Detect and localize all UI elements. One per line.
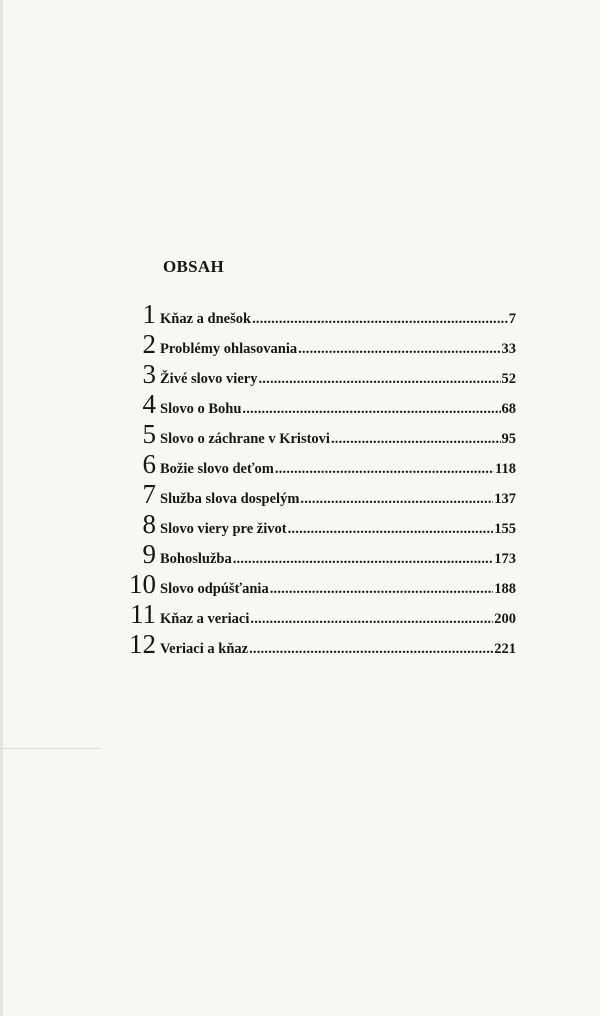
chapter-title: Božie slovo deťom [160, 461, 274, 477]
toc-entry-12 [116, 628, 516, 658]
page-fold-line [0, 748, 100, 749]
page-number: 118 [495, 461, 516, 477]
toc-entry-10 [116, 568, 516, 598]
page-number: 52 [501, 371, 516, 387]
chapter-title: Slovo odpúšťania [160, 581, 269, 597]
toc-entry-1 [116, 298, 516, 328]
dot-leader [275, 460, 494, 478]
dot-leader [288, 520, 494, 538]
dot-leader [233, 550, 494, 568]
page-number: 200 [494, 611, 516, 627]
chapter-number: 5 [142, 419, 156, 449]
dot-leader [298, 340, 500, 358]
toc-entry-3 [116, 358, 516, 388]
dot-leader [252, 310, 508, 328]
page-number: 173 [494, 551, 516, 567]
chapter-title: Bohoslužba [160, 551, 232, 567]
chapter-title: Problémy ohlasovania [160, 341, 298, 357]
toc-entry-8 [116, 508, 516, 538]
chapter-number: 11 [130, 599, 156, 629]
chapter-number: 1 [142, 299, 156, 329]
chapter-number: 3 [142, 359, 156, 389]
chapter-title: Živé slovo viery [160, 371, 258, 387]
chapter-title: Slovo o záchrane v Kristovi [160, 431, 330, 447]
dot-leader [331, 430, 501, 448]
page-number: 68 [501, 401, 516, 417]
toc-list [116, 298, 516, 658]
page-number: 95 [501, 431, 516, 447]
toc-heading: OBSAH [163, 257, 225, 276]
dot-leader [250, 610, 493, 628]
chapter-title: Služba slova dospelým [160, 491, 300, 507]
chapter-number: 8 [142, 509, 156, 539]
chapter-number: 7 [142, 479, 156, 509]
page-edge [0, 0, 3, 1016]
chapter-number: 12 [129, 629, 156, 659]
page-number: 155 [494, 521, 516, 537]
toc-entry-7 [116, 478, 516, 508]
page-number: 221 [494, 641, 516, 657]
toc-entry-2 [116, 328, 516, 358]
toc-entry-4 [116, 388, 516, 418]
dot-leader [249, 640, 493, 658]
chapter-number: 10 [129, 569, 156, 599]
chapter-number: 9 [142, 539, 156, 569]
chapter-title: Slovo viery pre život [160, 521, 287, 537]
chapter-title: Kňaz a dnešok [160, 311, 252, 327]
chapter-number: 6 [142, 449, 156, 479]
dot-leader [300, 490, 493, 508]
page-number: 188 [494, 581, 516, 597]
chapter-number: 2 [142, 329, 156, 359]
toc-entry-5 [116, 418, 516, 448]
table-of-contents [116, 256, 516, 658]
chapter-title: Kňaz a veriaci [160, 611, 250, 627]
toc-entry-11 [116, 598, 516, 628]
chapter-title: Veriaci a kňaz [160, 641, 249, 657]
dot-leader [242, 400, 500, 418]
toc-entry-9 [116, 538, 516, 568]
page-number: 7 [508, 311, 516, 327]
chapter-number: 4 [142, 389, 156, 419]
chapter-title: Slovo o Bohu [160, 401, 242, 417]
page-number: 137 [494, 491, 516, 507]
page-number: 33 [501, 341, 516, 357]
dot-leader [258, 370, 500, 388]
dot-leader [270, 580, 494, 598]
toc-entry-6 [116, 448, 516, 478]
